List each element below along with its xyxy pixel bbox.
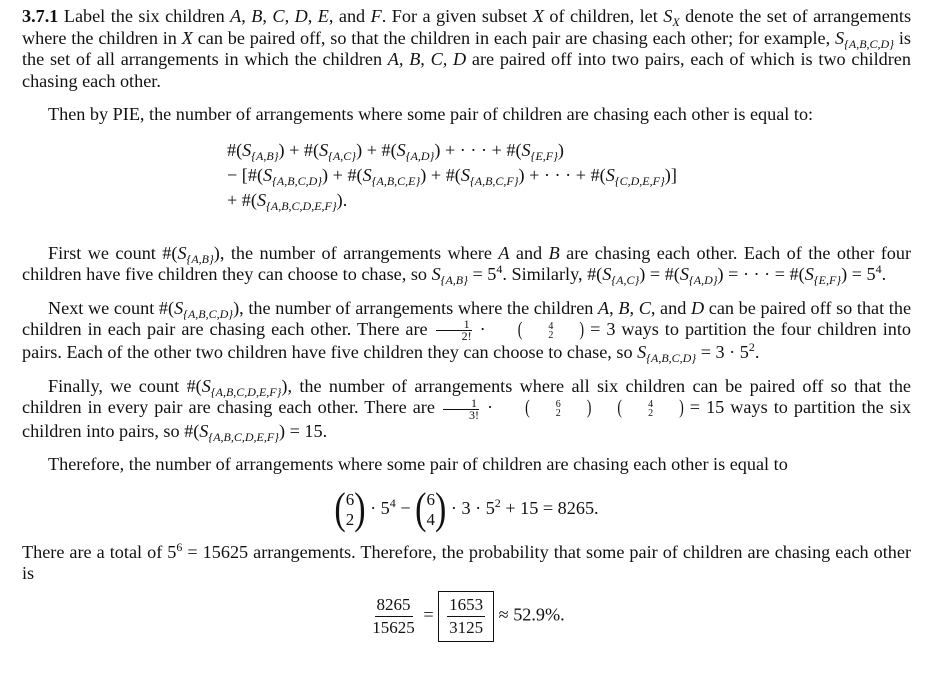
numerator: 8265	[375, 594, 413, 617]
superscript: 6	[176, 539, 183, 554]
fraction	[372, 594, 415, 639]
binomial-stack	[530, 400, 561, 418]
numerator: 1653	[447, 594, 485, 617]
binomial-top: 6	[345, 489, 355, 509]
binomial	[334, 484, 366, 534]
subscript: {A,B,C,D}	[844, 36, 895, 51]
subscript: {A,D}	[405, 148, 435, 163]
paren-right: )	[586, 398, 592, 420]
display-equation	[22, 591, 911, 642]
text-run: ≈ 52.9%.	[494, 604, 565, 625]
math-variable: S	[835, 27, 845, 48]
math-variable: B	[548, 242, 560, 263]
text-run: ) = #(	[639, 264, 680, 284]
text-run: and	[509, 242, 549, 263]
numerator: 1	[436, 319, 472, 331]
text-run: = 15625 arrangements. Therefore, the probability that some pair of children are chasing each other is	[22, 541, 911, 584]
text-run: ).	[336, 189, 348, 210]
fraction	[436, 319, 472, 342]
paragraph	[22, 104, 911, 126]
paren-left: (	[334, 484, 346, 534]
subscript: {A,B}	[440, 273, 468, 287]
text-run: )]	[664, 164, 677, 185]
text-run: ,	[307, 6, 318, 26]
text-run: + #(	[227, 189, 257, 210]
text-run: ,	[629, 297, 639, 318]
text-run: ) = · · · = #(	[717, 264, 805, 284]
binomial-bottom: 2	[548, 329, 554, 341]
paren-right: )	[579, 319, 585, 341]
text-run: ·	[473, 319, 492, 339]
text-run: can be paired off, so that the children in each pair are chasing each other; for example,	[192, 27, 835, 48]
subscript: {E,F}	[530, 148, 558, 163]
math-variable: A	[598, 297, 610, 318]
numerator: 1	[443, 398, 479, 410]
text-run: There are a total of 5	[22, 541, 177, 562]
text-run: denote the set of arrangements where the children in	[22, 6, 912, 48]
text-run: .	[754, 342, 760, 363]
text-run: of children, let	[543, 6, 664, 26]
denominator: 15625	[372, 617, 415, 637]
text-run: Label the six children	[58, 6, 231, 26]
math-variable: F	[370, 6, 382, 26]
binomial-bottom: 2	[345, 509, 355, 529]
math-variable: S	[605, 164, 615, 185]
math-variable: C	[272, 6, 285, 26]
text-run: ), the number of arrangements where all six children can be paired off so that the children in every pair are chasing each other. There are	[22, 375, 911, 418]
math-variable: S	[199, 420, 209, 441]
text-run: Therefore, the number of arrangements where some pair of children are chasing each other is equal to	[48, 454, 788, 475]
math-variable: E	[317, 6, 329, 26]
math-variable: B	[618, 297, 630, 318]
text-run: = 3 ways to partition the four children into pairs. Each of the other two children have five children they can choose to chase, so	[22, 319, 912, 363]
text-run: ) = 5	[841, 264, 876, 284]
text-run: ·	[480, 397, 500, 418]
text-run: ,	[284, 6, 295, 26]
math-variable: C	[638, 297, 651, 318]
text-run: )	[557, 139, 564, 160]
subscript: {A,B,C,D}	[183, 306, 234, 321]
math-variable: S	[396, 139, 406, 160]
math-variable: X	[532, 6, 544, 26]
subscript: {A,B,C,D}	[272, 173, 323, 188]
math-variable: S	[256, 189, 267, 210]
denominator: 3!	[468, 407, 479, 422]
binomial-bottom: 2	[648, 408, 654, 420]
subscript: {E,F}	[813, 273, 842, 287]
text-run: are paired off into two pairs, each of which is two children chasing each other.	[22, 49, 911, 91]
math-variable: S	[177, 242, 187, 263]
fraction	[447, 594, 485, 639]
binomial-stack	[522, 322, 553, 340]
binomial	[591, 398, 683, 420]
subscript: {A,C}	[611, 273, 640, 287]
math-variable: D	[690, 297, 705, 318]
paragraph	[22, 298, 911, 364]
math-variable: S	[637, 342, 647, 363]
paren-right: )	[354, 484, 366, 534]
paren-right: )	[679, 398, 684, 420]
subscript: {A,B}	[251, 148, 279, 163]
superscript: 4	[875, 262, 882, 276]
subscript: {A,B}	[186, 251, 214, 266]
text-run: , and	[328, 6, 371, 26]
text-run: ) + #(	[356, 139, 397, 160]
text-run: are chasing each other. Each of the other four children have five children they can choose to chase, so	[22, 242, 911, 284]
subscript: {A,B,C,E}	[371, 173, 421, 188]
text-run: , and	[650, 297, 691, 318]
text-run: can be paired off so that the children in each pair are chasing each other. There are	[22, 297, 912, 339]
paragraph	[22, 376, 911, 442]
binomial	[415, 484, 447, 534]
binomial-top: 4	[648, 399, 654, 411]
text-run: Finally, we count #(	[48, 375, 202, 396]
subscript: {A,B,C,D}	[646, 351, 697, 366]
text-run: = 5	[467, 264, 497, 284]
text-run: · 5	[365, 497, 390, 518]
subscript: {A,B,C,D,E,F}	[266, 198, 337, 213]
math-variable: B	[251, 6, 263, 26]
math-variable: X	[181, 27, 193, 48]
subscript: {A,D}	[688, 273, 718, 287]
math-variable: S	[242, 139, 252, 160]
math-variable: S	[263, 164, 273, 185]
problem-number: 3.7.1	[22, 6, 59, 26]
math-variable: A	[498, 242, 510, 263]
text-run: #(	[227, 139, 243, 160]
math-variable: S	[460, 164, 470, 185]
denominator: 3125	[449, 617, 484, 637]
paragraph	[22, 539, 911, 585]
text-run: ,	[609, 297, 619, 318]
paragraph	[22, 243, 911, 286]
paren-right: )	[434, 484, 447, 534]
binomial-top: 4	[548, 320, 554, 332]
text-run: . Similarly, #(	[502, 264, 603, 284]
subscript: {A,B,C,D,E,F}	[210, 384, 282, 399]
math-variable: S	[362, 164, 372, 185]
paren-left: (	[525, 398, 530, 420]
text-run: Then by PIE, the number of arrangements where some pair of children are chasing each other is equal to:	[48, 104, 814, 124]
text-run: ) + #(	[278, 139, 320, 160]
subscript: {C,D,E,F}	[614, 173, 665, 188]
text-run: −	[395, 497, 416, 518]
text-run: + 15 = 8265.	[500, 497, 599, 518]
fraction	[443, 395, 479, 422]
paragraph	[22, 454, 911, 476]
binomial-stack	[622, 400, 653, 418]
binomial-stack	[346, 490, 355, 530]
binomial-top: 6	[426, 489, 435, 509]
superscript: 4	[496, 262, 503, 276]
math-variable: S	[804, 264, 814, 284]
subscript: {A,C}	[328, 148, 357, 163]
text-run: = 3 · 5	[696, 342, 749, 363]
math-variable: D	[294, 6, 308, 26]
binomial-top: 6	[555, 399, 561, 411]
superscript: 2	[748, 340, 755, 355]
binomial	[499, 398, 591, 420]
text-run: ) + #(	[322, 164, 363, 185]
text-run: .	[881, 264, 887, 284]
paren-left: (	[617, 398, 623, 420]
text-run: ,	[262, 6, 273, 26]
paren-left: (	[517, 319, 523, 341]
math-variable: A, B, C, D	[387, 49, 467, 69]
math-variable: S	[174, 297, 184, 318]
superscript: 4	[389, 495, 396, 510]
text-run: ,	[241, 6, 252, 26]
display-equation	[227, 138, 911, 213]
superscript: 2	[494, 495, 501, 510]
text-run: ) = 15.	[278, 420, 328, 441]
math-variable: S	[679, 264, 689, 284]
text-run: Next we count #(	[48, 297, 175, 318]
text-run: ) + #(	[420, 164, 461, 185]
text-run: − [#(	[227, 164, 264, 185]
text-run: . For a given subset	[381, 6, 533, 26]
text-run: ), the number of arrangements where the children	[233, 297, 599, 318]
math-variable: S	[602, 264, 612, 284]
denominator: 2!	[461, 329, 472, 344]
math-variable: A	[230, 6, 242, 26]
text-run: =	[418, 604, 439, 625]
text-run: ), the number of arrangements where	[213, 242, 499, 263]
subscript: X	[672, 15, 680, 29]
binomial	[492, 320, 584, 342]
text-run: = 15 ways to partition the six children into pairs, so #(	[22, 397, 911, 441]
text-run: ) + · · · + #(	[518, 164, 606, 185]
binomial-stack	[426, 490, 435, 530]
paren-left: (	[415, 484, 427, 534]
text-run: is the set of all arrangements in which the children	[22, 27, 911, 69]
text-run: · 3 · 5	[446, 497, 495, 518]
subscript: {A,B,C,F}	[469, 173, 519, 188]
binomial-bottom: 2	[555, 408, 561, 420]
math-variable: S	[201, 375, 211, 396]
text-run: First we count #(	[48, 242, 178, 263]
math-variable: S	[431, 264, 441, 284]
math-variable: S	[521, 139, 531, 160]
display-equation	[22, 484, 911, 534]
subscript: {A,B,C,D,E,F}	[208, 429, 279, 444]
math-variable: S	[319, 139, 329, 160]
math-variable: S	[663, 6, 673, 26]
binomial-bottom: 4	[426, 509, 435, 529]
boxed-answer	[438, 591, 494, 642]
paragraph	[22, 6, 911, 92]
text-run: ) + · · · + #(	[434, 139, 522, 160]
